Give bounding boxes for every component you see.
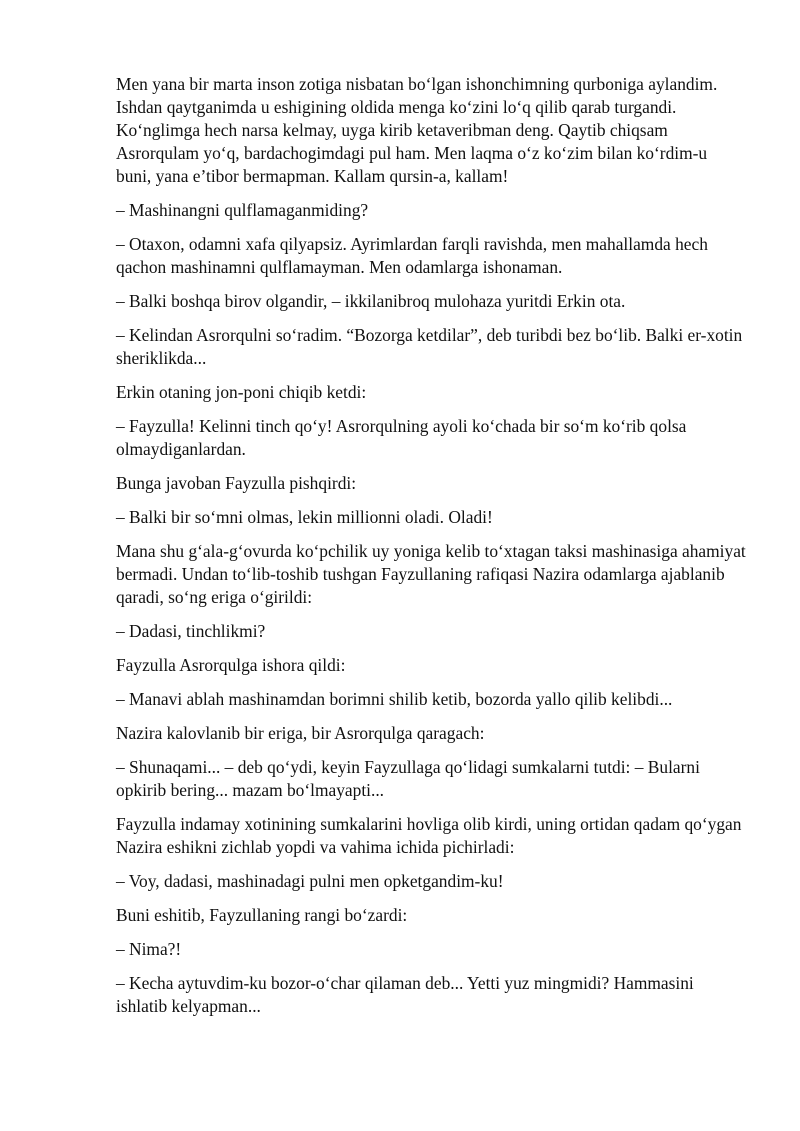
paragraph: – Otaxon, odamni xafa qilyapsiz. Ayrimlardan farqli ravishda, men mahallamda hech qachon mashinamni qulflamayman. Men odamlarga ishonaman. (116, 234, 708, 277)
paragraph: – Balki boshqa birov olgandir, – ikkilanibroq mulohaza yuritdi Erkin ota. (116, 291, 626, 311)
document-page (116, 73, 746, 1029)
paragraph: – Voy, dadasi, mashinadagi pulni men opketgandim-ku! (116, 871, 504, 891)
paragraph: – Nima?! (116, 939, 182, 959)
paragraph: Nazira kalovlanib bir eriga, bir Asrorqulga qaragach: (116, 723, 485, 743)
paragraph: – Kecha aytuvdim-ku bozor-o‘char qilaman deb... Yetti yuz mingmidi? Hammasini ishlatib kelyapman... (116, 973, 694, 1016)
paragraph: Men yana bir marta inson zotiga nisbatan bo‘lgan ishonchimning qurboniga aylandim. Ishdan qaytganimda u eshigining oldida menga ko‘zini lo‘q qilib qarab turgandi. Ko‘nglimga hech narsa kelmay, uyga kirib ketaveribman deng. Qaytib chiqsam Asrorqulam yo‘q, bardachogimdagi pul ham. Men laqma o‘z ko‘zim bilan ko‘rdim-u buni, yana e’tibor bermapman. Kallam qursin-a, kallam! (116, 74, 718, 186)
paragraph: Buni eshitib, Fayzullaning rangi bo‘zardi: (116, 905, 408, 925)
paragraph: – Fayzulla! Kelinni tinch qo‘y! Asrorqulning ayoli ko‘chada bir so‘m ko‘rib qolsa olmaydiganlardan. (116, 416, 687, 459)
paragraph: Erkin otaning jon-poni chiqib ketdi: (116, 382, 367, 402)
paragraph: – Manavi ablah mashinamdan borimni shilib ketib, bozorda yallo qilib kelibdi... (116, 689, 673, 709)
paragraph: – Dadasi, tinchlikmi? (116, 621, 266, 641)
paragraph: Bunga javoban Fayzulla pishqirdi: (116, 473, 357, 493)
paragraph: – Kelindan Asrorqulni so‘radim. “Bozorga ketdilar”, deb turibdi bez bo‘lib. Balki er-xotin sheriklikda... (116, 325, 743, 368)
paragraph: – Balki bir so‘mni olmas, lekin millionni oladi. Oladi! (116, 507, 493, 527)
paragraph: Mana shu g‘ala-g‘ovurda ko‘pchilik uy yoniga kelib to‘xtagan taksi mashinasiga ahamiyat bermadi. Undan to‘lib-toshib tushgan Fayzullaning rafiqasi Nazira odamlarga ajablanib qaradi, so‘ng eriga o‘girildi: (116, 541, 746, 607)
paragraph: – Shunaqami... – deb qo‘ydi, keyin Fayzullaga qo‘lidagi sumkalarni tutdi: – Bularni opkirib bering... mazam bo‘lmayapti... (116, 757, 700, 800)
paragraph: Fayzulla Asrorqulga ishora qildi: (116, 655, 346, 675)
paragraph: Fayzulla indamay xotinining sumkalarini hovliga olib kirdi, uning ortidan qadam qo‘ygan Nazira eshikni zichlab yopdi va vahima ichida pichirladi: (116, 814, 742, 857)
paragraph: – Mashinangni qulflamaganmiding? (116, 200, 369, 220)
